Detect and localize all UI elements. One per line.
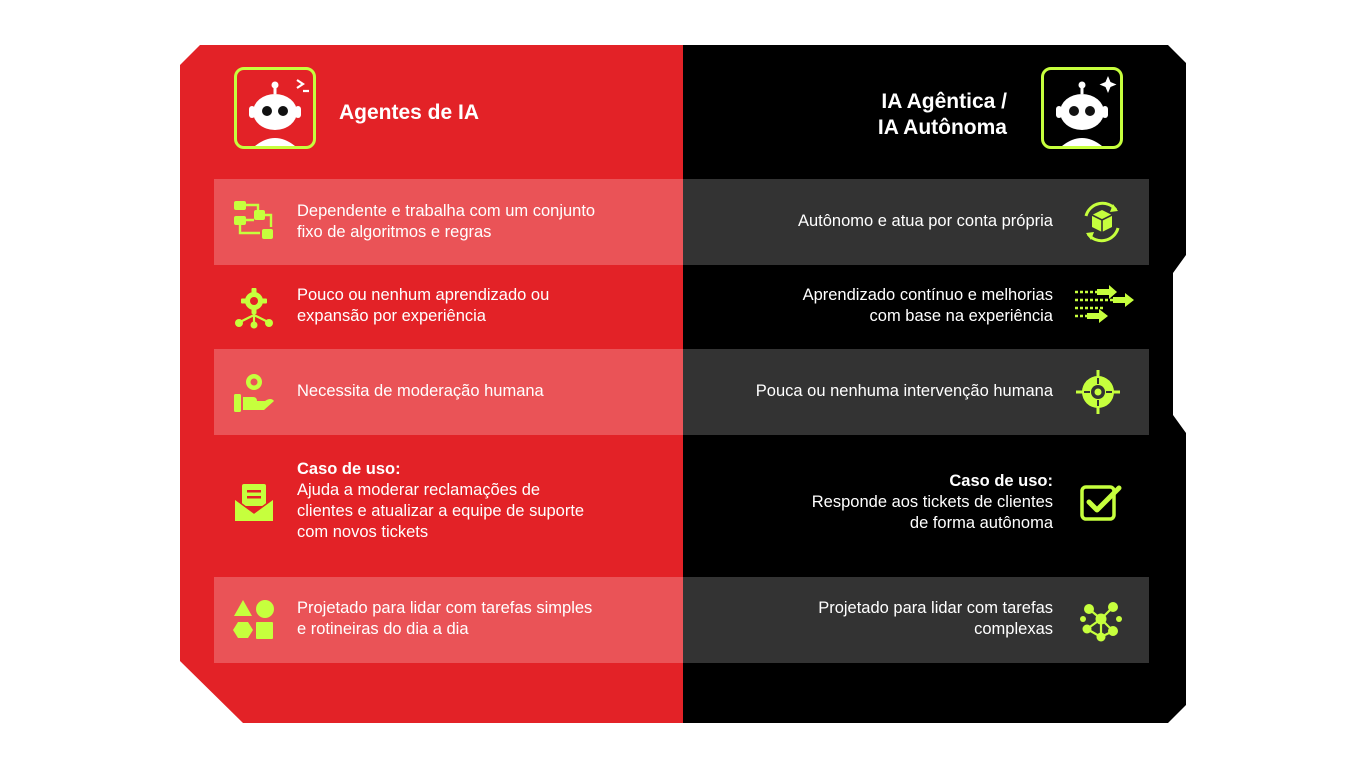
- right-row-2-text: Aprendizado contínuo e melhorias com base na experiência: [802, 286, 1053, 325]
- checkbox-icon: [1079, 481, 1123, 525]
- hand-gear-icon: [232, 370, 276, 414]
- right-row-3-text: Pouca ou nenhuma intervenção humana: [755, 382, 1053, 400]
- gear-network-icon: [232, 285, 276, 329]
- left-row-1-text: Dependente e trabalha com um conjunto fixo de algoritmos e regras: [297, 202, 596, 241]
- shapes-icon: [232, 598, 276, 642]
- right-title: [800, 89, 1007, 141]
- right-title-line2: IA Autônoma: [877, 116, 1007, 139]
- left-row-5-text: Projetado para lidar com tarefas simples e rotineiras do dia a dia: [297, 599, 593, 638]
- left-row-2-text: Pouco ou nenhum aprendizado ou expansão por experiência: [297, 286, 550, 325]
- right-row-1-text: Autônomo e atua por conta própria: [797, 212, 1053, 230]
- robot-sparkle-icon: [1041, 67, 1123, 149]
- molecule-network-icon: [1079, 599, 1123, 643]
- fast-arrows-icon: [1073, 284, 1135, 328]
- workflow-icon: [232, 199, 276, 243]
- left-row-4-text: Caso de uso: Ajuda a moderar reclamações de clientes e atualizar a equipe de suporte com novos tickets: [297, 460, 585, 541]
- robot-terminal-icon: [234, 67, 316, 149]
- right-title-line1: IA Agêntica /: [881, 90, 1007, 113]
- right-row-4-text: Caso de uso: Responde aos tickets de clientes de forma autônoma: [811, 472, 1053, 532]
- crosshair-icon: [1076, 370, 1120, 414]
- right-row-5-text: Projetado para lidar com tarefas complexas: [818, 599, 1053, 638]
- envelope-document-icon: [232, 481, 276, 525]
- left-title: Agentes de IA: [339, 101, 480, 124]
- left-row-3-text: Necessita de moderação humana: [297, 382, 544, 400]
- cube-cycle-icon: [1080, 200, 1124, 244]
